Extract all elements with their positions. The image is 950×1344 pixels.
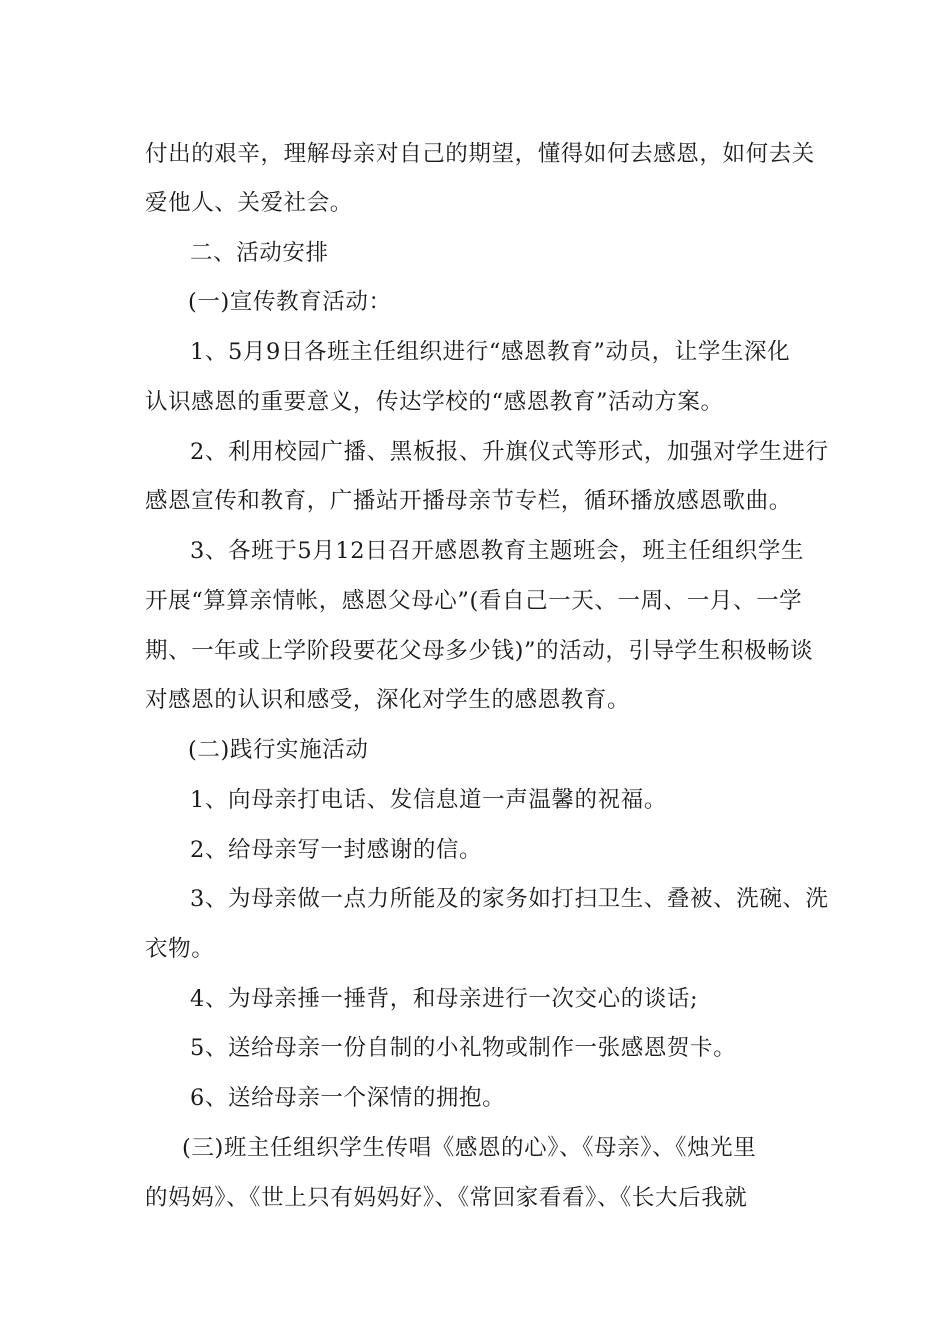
text-line: 对感恩的认识和感受，深化对学生的感恩教育。 <box>145 687 631 713</box>
text-line: 3、各班于5月12日召开感恩教育主题班会，班主任组织学生 <box>190 538 805 564</box>
text-line: 开展“算算亲情帐，感恩父母心”(看自己一天、一周、一月、一学 <box>145 588 803 614</box>
text-line: 衣物。 <box>145 936 215 962</box>
text-line: 付出的艰辛，理解母亲对自己的期望，懂得如何去感恩，如何去关 <box>145 141 815 167</box>
section-heading: 二、活动安排 <box>190 240 329 266</box>
text-line: 爱他人、关爱社会。 <box>145 190 353 216</box>
list-item: 2、给母亲写一封感谢的信。 <box>190 837 483 863</box>
text-line: 1、5月9日各班主任组织进行“感恩教育”动员，让学生深化 <box>190 339 791 365</box>
subsection-heading: (二)践行实施活动 <box>188 737 369 763</box>
text-line: 认识感恩的重要意义，传达学校的“感恩教育”活动方案。 <box>145 389 724 415</box>
list-item: 5、送给母亲一份自制的小礼物或制作一张感恩贺卡。 <box>190 1035 737 1061</box>
text-line: 感恩宣传和教育，广播站开播母亲节专栏，循环播放感恩歌曲。 <box>145 488 792 514</box>
list-item: 4、为母亲捶一捶背，和母亲进行一次交心的谈话; <box>190 986 699 1012</box>
text-line: 的妈妈》、《世上只有妈妈好》、《常回家看看》、《长大后我就 <box>145 1185 748 1211</box>
text-line: 期、一年或上学阶段要花父母多少钱)”的活动，引导学生积极畅谈 <box>145 638 814 664</box>
list-item: 3、为母亲做一点力所能及的家务如打扫卫生、叠被、洗碗、洗 <box>190 886 829 912</box>
list-item: 6、送给母亲一个深情的拥抱。 <box>190 1085 506 1111</box>
text-line: 2、利用校园广播、黑板报、升旗仪式等形式，加强对学生进行 <box>190 439 829 465</box>
subsection-heading: (三)班主任组织学生传唱《感恩的心》、《母亲》、《烛光里 <box>182 1135 757 1161</box>
list-item: 1、向母亲打电话、发信息道一声温馨的祝福。 <box>190 787 667 813</box>
subsection-heading: (一)宣传教育活动： <box>188 289 392 315</box>
